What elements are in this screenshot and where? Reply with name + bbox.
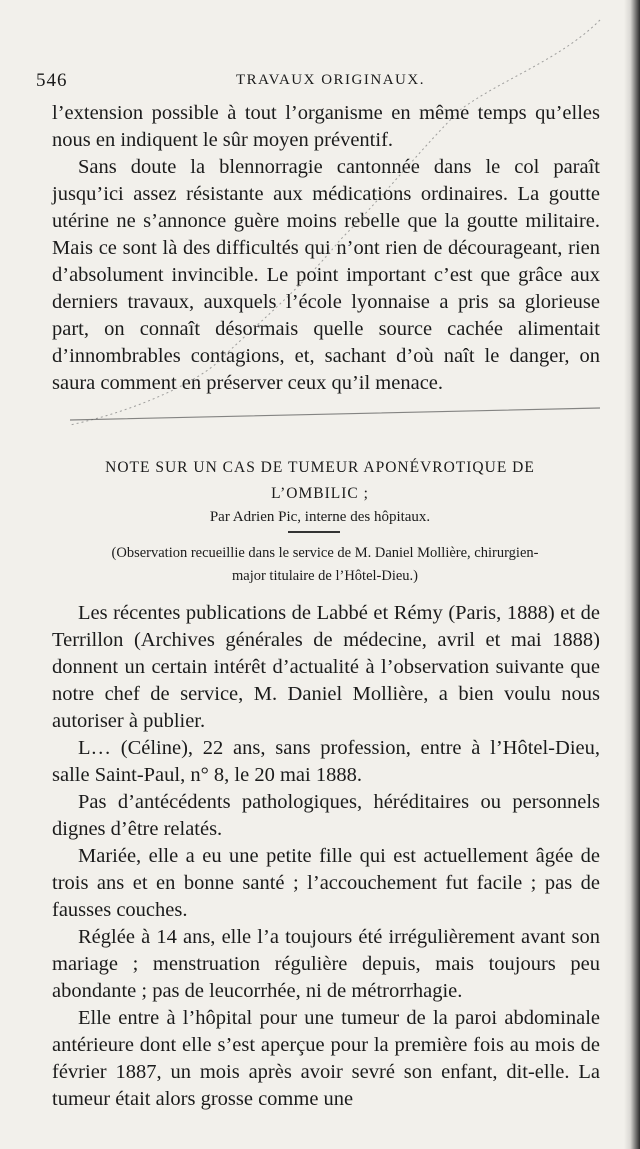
page-header xyxy=(36,70,596,90)
body-paragraph: Elle entre à l’hôpital pour une tumeur de la paroi abdominale antérieure dont elle s’est aperçue pour la première fois au mois de février 1887, un mois après avoir sevré son enfant, dit-elle. La tumeur était alors grosse comme une xyxy=(52,1007,600,1110)
continuation-paragraph: l’extension possible à tout l’organisme en même temps qu’elles nous en indiquent le sûr moyen préventif. xyxy=(52,102,600,151)
body-paragraph: L… (Céline), 22 ans, sans profession, entre à l’Hôtel-Dieu, salle Saint-Paul, n° 8, le 20 mai 1888. xyxy=(52,737,600,786)
divider-rule xyxy=(288,531,340,533)
body-paragraph: Mariée, elle a eu une petite fille qui est actuellement âgée de trois ans et en bonne santé ; l’accouchement fut facile ; pas de fausses couches. xyxy=(52,845,600,921)
page-edge-shadow xyxy=(624,0,640,1149)
observation-note xyxy=(40,542,610,588)
article-body xyxy=(52,600,600,1113)
page-number: 546 xyxy=(36,70,68,91)
body-paragraph: Les récentes publications de Labbé et Rémy (Paris, 1888) et de Terrillon (Archives générales de médecine, avril et mai 1888) donnent un certain intérêt d’actualité à l’observation suivante que notre chef de service, M. Daniel Mollière, a bien voulu nous autoriser à publier. xyxy=(52,602,600,732)
body-paragraph: Réglée à 14 ans, elle l’a toujours été irrégulièrement avant son mariage ; menstruation régulière depuis, mais toujours peu abondante ; pas de leucorrhée, ni de métrorrhagie. xyxy=(52,926,600,1002)
continuation-paragraph: Sans doute la blennorragie cantonnée dans le col paraît jusqu’ici assez résistante aux médications ordinaires. La goutte utérine ne s’annonce guère moins rebelle que la goutte militaire. Mais ce sont là des difficultés qui n’ont rien de décourageant, rien d’absolument invincible. Le point important c’est que grâce aux derniers travaux, auxquels l’école lyonnaise a pris sa glorieuse part, on connaît désormais quelle source cachée alimentait d’innombrables contagions, et, sachant d’où naît le danger, on saura comment en préserver ceux qu’il menace. xyxy=(52,156,600,394)
article-byline: Par Adrien Pic, interne des hôpitaux. xyxy=(209,509,431,525)
observation-line: major titulaire de l’Hôtel-Dieu.) xyxy=(231,568,418,584)
continuation-text xyxy=(52,100,600,397)
body-paragraph: Pas d’antécédents pathologiques, héréditaires ou personnels dignes d’être relatés. xyxy=(52,791,600,840)
article-title xyxy=(40,455,600,507)
article-title-line: L’OMBILIC ; xyxy=(271,485,369,502)
running-title: TRAVAUX ORIGINAUX. xyxy=(236,72,425,88)
observation-line: (Observation recueillie dans le service de M. Daniel Mollière, chirurgien- xyxy=(111,545,539,561)
article-title-line: NOTE SUR UN CAS DE TUMEUR APONÉVROTIQUE DE xyxy=(105,459,535,476)
